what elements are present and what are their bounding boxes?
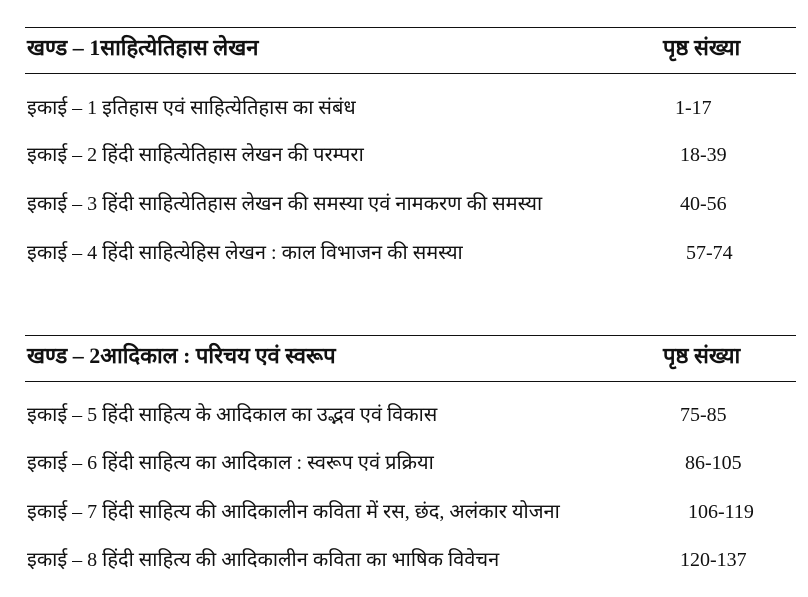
unit-7-pages: 106-119 [688,501,754,523]
section-1-header [25,28,796,68]
unit-6-title: इकाई – 6 हिंदी साहित्य का आदिकाल : स्वरूप एवं प्रक्रिया [27,452,434,474]
unit-4-title: इकाई – 4 हिंदी साहित्येहिस लेखन : काल विभाजन की समस्या [27,242,463,264]
toc-row-unit-3[interactable] [25,186,796,222]
section-2-heading: खण्ड – 2आदिकाल : परिचय एवं स्वरूप [27,343,336,368]
section-1-page-header: पृष्ठ संख्या [663,35,741,60]
section-2 [25,310,796,597]
unit-3-pages: 40-56 [680,193,727,215]
section-1 [25,0,796,290]
unit-5-pages: 75-85 [680,404,727,426]
toc-row-unit-1[interactable] [25,90,796,126]
toc-row-unit-4[interactable] [25,235,796,271]
unit-1-pages: 1-17 [675,97,712,119]
section-2-bottom-rule [25,381,796,382]
unit-3-title: इकाई – 3 हिंदी साहित्येतिहास लेखन की समस्या एवं नामकरण की समस्या [27,193,543,215]
unit-7-title: इकाई – 7 हिंदी साहित्य की आदिकालीन कविता में रस, छंद, अलंकार योजना [27,501,560,523]
unit-1-title: इकाई – 1 इतिहास एवं साहित्येतिहास का संबंध [27,97,356,119]
toc-row-unit-2[interactable] [25,137,796,173]
unit-8-pages: 120-137 [680,549,747,571]
unit-6-pages: 86-105 [685,452,742,474]
unit-5-title: इकाई – 5 हिंदी साहित्य के आदिकाल का उद्भव एवं विकास [27,404,438,426]
toc-row-unit-6[interactable] [25,445,796,481]
unit-2-pages: 18-39 [680,144,727,166]
toc-row-unit-7[interactable] [25,494,796,530]
section-1-bottom-rule [25,73,796,74]
unit-2-title: इकाई – 2 हिंदी साहित्येतिहास लेखन की परम्परा [27,144,364,166]
unit-4-pages: 57-74 [686,242,733,264]
section-2-header [25,336,796,376]
toc-row-unit-8[interactable] [25,542,796,578]
unit-8-title: इकाई – 8 हिंदी साहित्य की आदिकालीन कविता का भाषिक विवेचन [27,549,500,571]
toc-row-unit-5[interactable] [25,397,796,433]
section-2-page-header: पृष्ठ संख्या [663,343,741,368]
section-1-heading: खण्ड – 1साहित्येतिहास लेखन [27,35,259,60]
